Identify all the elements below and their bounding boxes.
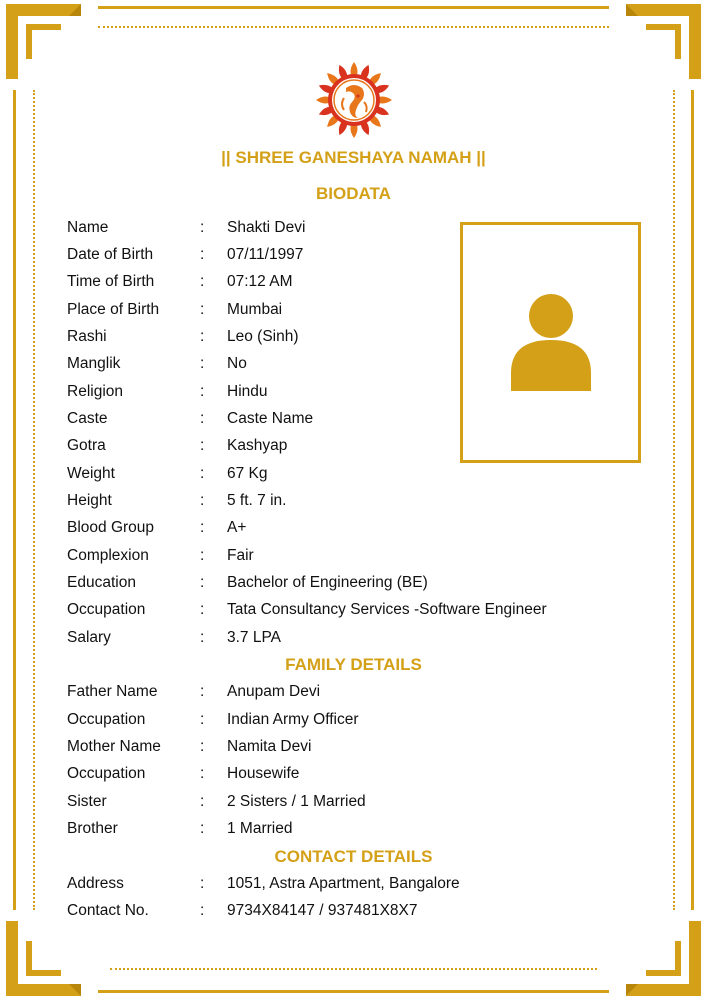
ganesha-mandala-icon <box>312 58 396 142</box>
detail-value: A+ <box>227 519 247 536</box>
bottom-dotted-border <box>110 968 597 970</box>
top-border-line <box>98 6 609 9</box>
corner-ornament-bottom-right <box>626 921 701 996</box>
detail-value: Hindu <box>227 383 268 400</box>
detail-separator: : <box>200 301 205 318</box>
detail-row-time-of-birth <box>0 268 707 295</box>
detail-label: Education <box>67 574 136 591</box>
detail-label: Sister <box>67 793 107 810</box>
detail-separator: : <box>200 519 205 536</box>
detail-label: Date of Birth <box>67 246 154 263</box>
detail-label: Time of Birth <box>67 273 155 290</box>
detail-separator: : <box>200 328 205 345</box>
contact-details-heading: CONTACT DETAILS <box>274 847 433 866</box>
detail-value: Caste Name <box>227 410 314 427</box>
detail-value: Shakti Devi <box>227 219 306 236</box>
detail-label: Name <box>67 219 109 236</box>
detail-row-gotra <box>0 432 707 459</box>
detail-value: 5 ft. 7 in. <box>227 492 287 509</box>
detail-label: Rashi <box>67 328 107 345</box>
detail-label: Height <box>67 492 112 509</box>
detail-separator: : <box>200 902 205 919</box>
detail-separator: : <box>200 601 205 618</box>
detail-separator: : <box>200 765 205 782</box>
detail-label: Complexion <box>67 547 149 564</box>
detail-value: 1 Married <box>227 820 293 837</box>
detail-row-religion <box>0 378 707 405</box>
family-row-mother-occupation <box>0 760 707 787</box>
detail-row-complexion <box>0 542 707 569</box>
detail-label: Occupation <box>67 711 146 728</box>
detail-separator: : <box>200 465 205 482</box>
detail-row-name <box>0 214 707 241</box>
invocation-text: || SHREE GANESHAYA NAMAH || <box>221 148 486 167</box>
detail-separator: : <box>200 793 205 810</box>
detail-separator: : <box>200 219 205 236</box>
detail-row-manglik <box>0 350 707 377</box>
family-row-brother <box>0 815 707 842</box>
detail-row-weight <box>0 460 707 487</box>
detail-label: Religion <box>67 383 124 400</box>
detail-label: Address <box>67 875 124 892</box>
family-details-heading: FAMILY DETAILS <box>285 655 422 674</box>
detail-separator: : <box>200 492 205 509</box>
contact-row-address <box>0 870 707 897</box>
family-row-father-occupation <box>0 706 707 733</box>
detail-value: 67 Kg <box>227 465 268 482</box>
detail-value: Bachelor of Engineering (BE) <box>227 574 428 591</box>
detail-separator: : <box>200 629 205 646</box>
detail-separator: : <box>200 355 205 372</box>
detail-label: Occupation <box>67 765 146 782</box>
detail-row-place-of-birth <box>0 296 707 323</box>
bottom-border-line <box>98 990 609 993</box>
detail-label: Salary <box>67 629 111 646</box>
detail-label: Blood Group <box>67 519 155 536</box>
detail-value: Indian Army Officer <box>227 711 359 728</box>
detail-value: Anupam Devi <box>227 683 321 700</box>
detail-row-salary <box>0 624 707 651</box>
detail-value: Mumbai <box>227 301 283 318</box>
detail-separator: : <box>200 574 205 591</box>
detail-row-height <box>0 487 707 514</box>
detail-separator: : <box>200 437 205 454</box>
family-row-sister <box>0 788 707 815</box>
detail-row-occupation <box>0 596 707 623</box>
detail-label: Manglik <box>67 355 121 372</box>
family-row-father-name <box>0 678 707 705</box>
detail-separator: : <box>200 738 205 755</box>
detail-value: 3.7 LPA <box>227 629 282 646</box>
detail-separator: : <box>200 820 205 837</box>
detail-value: Leo (Sinh) <box>227 328 299 345</box>
detail-label: Brother <box>67 820 118 837</box>
detail-separator: : <box>200 273 205 290</box>
detail-row-caste <box>0 405 707 432</box>
detail-label: Weight <box>67 465 115 482</box>
detail-row-blood-group <box>0 514 707 541</box>
corner-ornament-top-right <box>626 4 701 79</box>
detail-label: Contact No. <box>67 902 149 919</box>
detail-separator: : <box>200 875 205 892</box>
detail-separator: : <box>200 711 205 728</box>
detail-value: 07/11/1997 <box>227 246 304 263</box>
detail-separator: : <box>200 246 205 263</box>
corner-ornament-bottom-left <box>6 921 81 996</box>
detail-label: Father Name <box>67 683 158 700</box>
detail-label: Place of Birth <box>67 301 160 318</box>
detail-value: Namita Devi <box>227 738 312 755</box>
detail-value: 1051, Astra Apartment, Bangalore <box>227 875 460 892</box>
detail-label: Caste <box>67 410 108 427</box>
detail-separator: : <box>200 547 205 564</box>
detail-label: Occupation <box>67 601 146 618</box>
page-title: BIODATA <box>316 184 391 203</box>
detail-label: Gotra <box>67 437 106 454</box>
detail-separator: : <box>200 683 205 700</box>
family-row-mother-name <box>0 733 707 760</box>
detail-row-rashi <box>0 323 707 350</box>
detail-value: Tata Consultancy Services -Software Engineer <box>227 601 547 618</box>
detail-value: Kashyap <box>227 437 288 454</box>
detail-value: 2 Sisters / 1 Married <box>227 793 366 810</box>
contact-row-phone <box>0 897 707 924</box>
top-dotted-border <box>98 26 609 28</box>
detail-separator: : <box>200 410 205 427</box>
detail-value: No <box>227 355 247 372</box>
detail-separator: : <box>200 383 205 400</box>
detail-value: 07:12 AM <box>227 273 293 290</box>
detail-value: 9734X84147 / 937481X8X7 <box>227 902 418 919</box>
corner-ornament-top-left <box>6 4 81 79</box>
detail-label: Mother Name <box>67 738 161 755</box>
detail-value: Fair <box>227 547 254 564</box>
detail-value: Housewife <box>227 765 300 782</box>
detail-row-education <box>0 569 707 596</box>
detail-row-date-of-birth <box>0 241 707 268</box>
